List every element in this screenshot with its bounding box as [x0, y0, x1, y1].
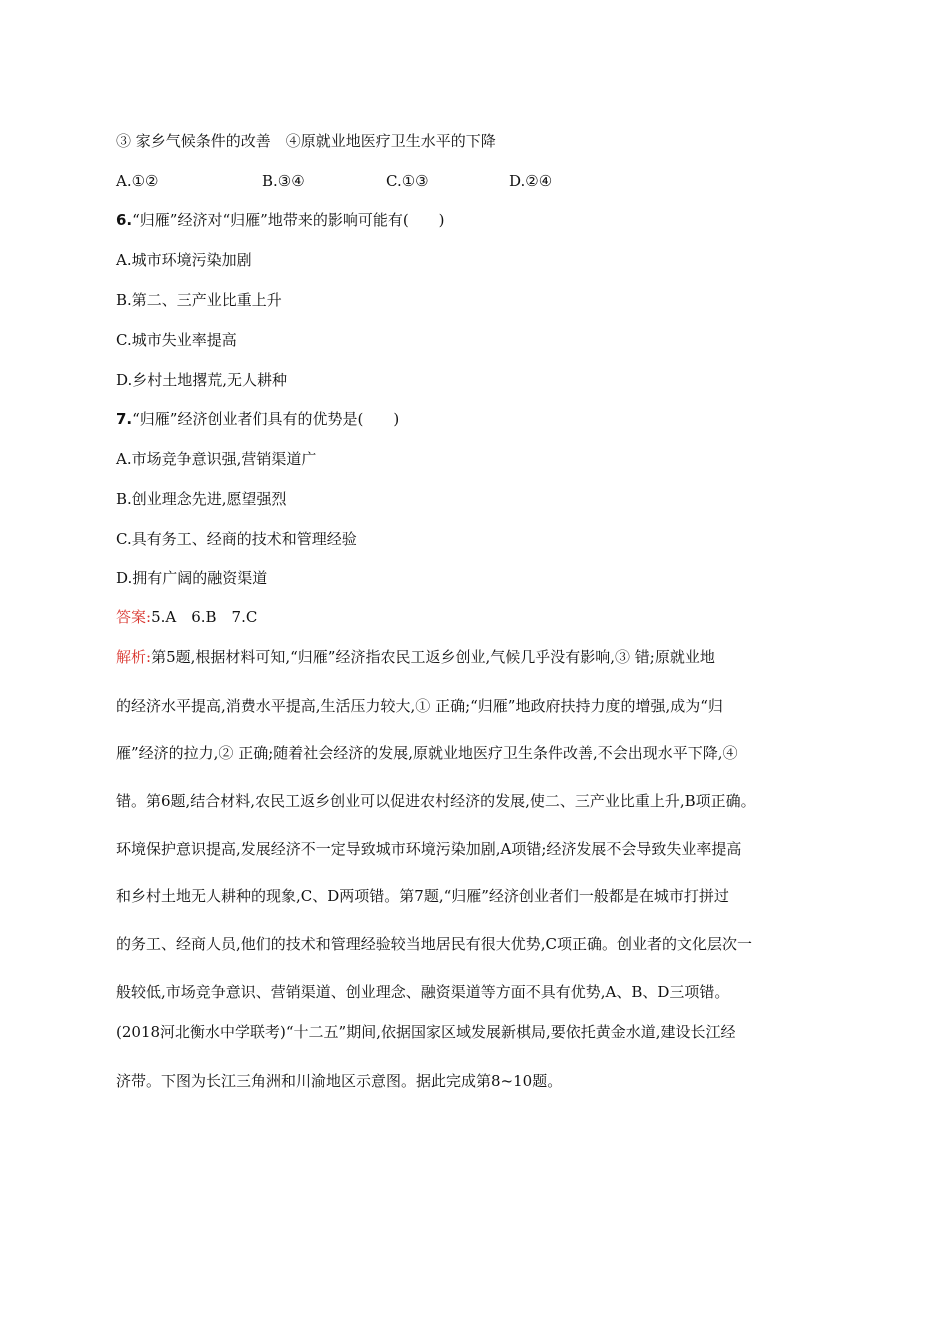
q5-choice-a: A.①②: [116, 172, 159, 190]
q6-stem-text: “归雁”经济对“归雁”地带来的影响可能有( ): [132, 211, 445, 229]
analysis-line-3: 雁”经济的拉力,② 正确;随着社会经济的发展,原就业地医疗卫生条件改善,不会出现水平下降,④: [116, 744, 738, 762]
q7-option-b: B.创业理念先进,愿望强烈: [116, 490, 287, 508]
analysis-line-5: 环境保护意识提高,发展经济不一定导致城市环境污染加剧,A项错;经济发展不会导致失业率提高: [116, 840, 742, 858]
analysis-line-6: 和乡村土地无人耕种的现象,C、D两项错。第7题,“归雁”经济创业者们一般都是在城市打拼过: [116, 887, 729, 905]
q6-option-b: B.第二、三产业比重上升: [116, 291, 282, 309]
q6-option-d: D.乡村土地撂荒,无人耕种: [116, 371, 288, 389]
analysis-text-1: 第5题,根据材料可知,“归雁”经济指农民工返乡创业,气候几乎没有影响,③ 错;原就业地: [151, 648, 715, 666]
intro-line-1: (2018河北衡水中学联考)“十二五”期间,依据国家区域发展新棋局,要依托黄金水道,建设长江经: [116, 1023, 736, 1041]
q5-choice-d: D.②④: [509, 172, 553, 190]
q5-choices: [116, 171, 836, 191]
q7-number: 7.: [116, 410, 133, 428]
analysis-line-7: 的务工、经商人员,他们的技术和管理经验较当地居民有很大优势,C项正确。创业者的文化层次一: [116, 935, 753, 953]
q6-option-a: A.城市环境污染加剧: [116, 251, 252, 269]
analysis-line-4: 错。第6题,结合材料,农民工返乡创业可以促进农村经济的发展,使二、三产业比重上升,B项正确。: [116, 792, 756, 810]
answer-line: [116, 607, 257, 627]
answer-text: 5.A 6.B 7.C: [151, 608, 258, 626]
q6-stem: [116, 210, 445, 230]
q6-option-c: C.城市失业率提高: [116, 331, 237, 349]
analysis-line-1: [116, 647, 836, 667]
answer-label: 答案:: [116, 608, 152, 626]
analysis-line-2: 的经济水平提高,消费水平提高,生活压力较大,① 正确;“归雁”地政府扶持力度的增强,成为“归: [116, 697, 723, 715]
q5-choice-c: C.①③: [386, 172, 429, 190]
q7-option-c: C.具有务工、经商的技术和管理经验: [116, 530, 357, 548]
q7-stem-text: “归雁”经济创业者们具有的优势是( ): [132, 410, 400, 428]
q7-option-a: A.市场竞争意识强,营销渠道广: [116, 450, 317, 468]
analysis-label: 解析:: [116, 648, 152, 666]
q5-statement-line: ③ 家乡气候条件的改善 ④原就业地医疗卫生水平的下降: [116, 132, 496, 150]
intro-line-2: 济带。下图为长江三角洲和川渝地区示意图。据此完成第8~10题。: [116, 1072, 563, 1090]
q7-stem: [116, 409, 399, 429]
analysis-line-8: 般较低,市场竞争意识、营销渠道、创业理念、融资渠道等方面不具有优势,A、B、D三项错。: [116, 983, 730, 1001]
q5-choice-b: B.③④: [262, 172, 305, 190]
q7-option-d: D.拥有广阔的融资渠道: [116, 569, 268, 587]
q6-number: 6.: [116, 211, 133, 229]
